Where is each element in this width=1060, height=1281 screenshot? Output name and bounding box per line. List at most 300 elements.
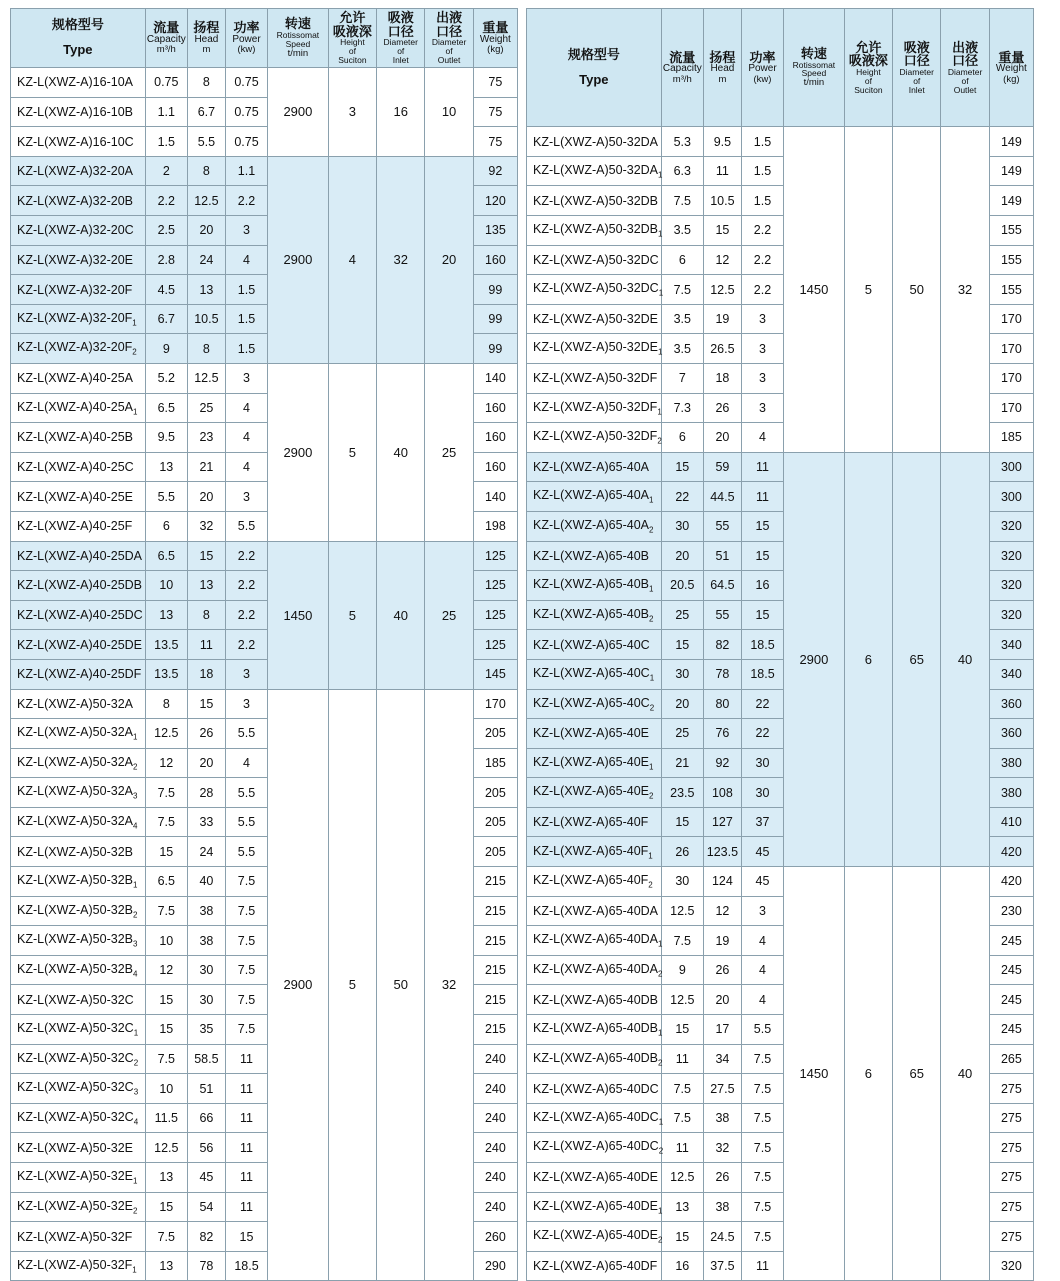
cell-capacity: 12.5 bbox=[145, 719, 187, 749]
header-type: 规格型号 Type bbox=[11, 9, 146, 68]
cell-weight: 245 bbox=[989, 955, 1033, 985]
cell-weight: 125 bbox=[473, 630, 517, 660]
cell-head: 19 bbox=[703, 304, 741, 334]
cell-head: 26 bbox=[703, 1163, 741, 1193]
cell-head: 54 bbox=[187, 1192, 225, 1222]
cell-capacity: 7.5 bbox=[661, 275, 703, 305]
cell-weight: 140 bbox=[473, 363, 517, 393]
cell-capacity: 4.5 bbox=[145, 275, 187, 305]
cell-head: 20 bbox=[187, 482, 225, 512]
cell-capacity: 7.5 bbox=[661, 186, 703, 216]
cell-weight: 230 bbox=[989, 896, 1033, 926]
cell-power: 2.2 bbox=[741, 216, 783, 246]
header-col-5: 吸液 口径 Diameter of Inlet bbox=[377, 9, 425, 68]
cell-head: 21 bbox=[187, 452, 225, 482]
header-col-6: 出液 口径 Diameter of Outlet bbox=[425, 9, 473, 68]
cell-weight: 320 bbox=[989, 541, 1033, 571]
cell-type: $KZ-L(XWZ-A)32-20F_1$ bbox=[11, 304, 146, 334]
cell-type: KZ-L(XWZ-A)16-10B bbox=[11, 97, 146, 127]
cell-capacity: 15 bbox=[661, 630, 703, 660]
cell-power: 18.5 bbox=[741, 630, 783, 660]
cell-capacity: 15 bbox=[145, 1015, 187, 1045]
cell-weight: 160 bbox=[473, 423, 517, 453]
cell-capacity: 7.5 bbox=[661, 1103, 703, 1133]
cell-head: 38 bbox=[187, 896, 225, 926]
cell-type: $KZ-L(XWZ-A)65-40E_2$ bbox=[527, 778, 662, 808]
header-type: 规格型号 Type bbox=[527, 9, 662, 127]
cell-capacity: 7.5 bbox=[145, 778, 187, 808]
cell-power: 11 bbox=[225, 1133, 267, 1163]
cell-power: 15 bbox=[741, 541, 783, 571]
cell-capacity: 13.5 bbox=[145, 659, 187, 689]
cell-head: 9.5 bbox=[703, 127, 741, 157]
cell-head: 38 bbox=[703, 1103, 741, 1133]
cell-type: KZ-L(XWZ-A)65-40DA bbox=[527, 896, 662, 926]
cell-capacity: 15 bbox=[661, 1222, 703, 1252]
cell-head: 30 bbox=[187, 985, 225, 1015]
cell-power: 2.2 bbox=[225, 600, 267, 630]
cell-head: 32 bbox=[703, 1133, 741, 1163]
cell-weight: 360 bbox=[989, 719, 1033, 749]
cell-power: 2.2 bbox=[741, 275, 783, 305]
cell-weight: 260 bbox=[473, 1222, 517, 1252]
cell-weight: 145 bbox=[473, 659, 517, 689]
cell-type: KZ-L(XWZ-A)65-40A bbox=[527, 452, 662, 482]
cell-power: 5.5 bbox=[225, 778, 267, 808]
header-col-4: 允许 吸液深 Height of Suciton bbox=[328, 9, 376, 68]
cell-capacity: 16 bbox=[661, 1251, 703, 1281]
cell-capacity: 6.5 bbox=[145, 541, 187, 571]
cell-head: 26 bbox=[703, 955, 741, 985]
cell-capacity: 1.5 bbox=[145, 127, 187, 157]
cell-type: KZ-L(XWZ-A)65-40DB bbox=[527, 985, 662, 1015]
cell-head: 10.5 bbox=[187, 304, 225, 334]
cell-capacity: 15 bbox=[145, 837, 187, 867]
table-row bbox=[527, 867, 1034, 897]
cell-capacity: 12 bbox=[145, 955, 187, 985]
cell-head: 12.5 bbox=[187, 186, 225, 216]
cell-type: $KZ-L(XWZ-A)50-32A_3$ bbox=[11, 778, 146, 808]
cell-capacity: 13 bbox=[145, 1163, 187, 1193]
cell-capacity: 11 bbox=[661, 1044, 703, 1074]
cell-capacity: 22 bbox=[661, 482, 703, 512]
cell-head: 20 bbox=[187, 748, 225, 778]
cell-power: 0.75 bbox=[225, 68, 267, 98]
cell-weight: 149 bbox=[989, 156, 1033, 186]
cell-weight: 160 bbox=[473, 393, 517, 423]
cell-weight: 215 bbox=[473, 1015, 517, 1045]
cell-power: 7.5 bbox=[741, 1044, 783, 1074]
cell-head: 78 bbox=[703, 659, 741, 689]
header-col-3: 转速 Rotissomat Speed t/min bbox=[268, 9, 329, 68]
cell-capacity: 11 bbox=[661, 1133, 703, 1163]
cell-weight: 380 bbox=[989, 748, 1033, 778]
cell-type: KZ-L(XWZ-A)65-40E bbox=[527, 719, 662, 749]
cell-weight: 99 bbox=[473, 334, 517, 364]
cell-weight: 205 bbox=[473, 837, 517, 867]
cell-head: 127 bbox=[703, 807, 741, 837]
cell-weight: 340 bbox=[989, 630, 1033, 660]
cell-power: 5.5 bbox=[225, 807, 267, 837]
cell-head: 20 bbox=[703, 423, 741, 453]
cell-head: 24.5 bbox=[703, 1222, 741, 1252]
table-row bbox=[11, 689, 518, 719]
cell-type: $KZ-L(XWZ-A)65-40F_1$ bbox=[527, 837, 662, 867]
cell-weight: 275 bbox=[989, 1222, 1033, 1252]
cell-head: 12.5 bbox=[187, 363, 225, 393]
cell-power: 30 bbox=[741, 748, 783, 778]
cell-weight: 205 bbox=[473, 719, 517, 749]
cell-power: 5.5 bbox=[741, 1015, 783, 1045]
cell-type: KZ-L(XWZ-A)50-32DE bbox=[527, 304, 662, 334]
cell-power: 3 bbox=[225, 482, 267, 512]
header-col-7: 重量 Weight (kg) bbox=[473, 9, 517, 68]
cell-type: KZ-L(XWZ-A)65-40B bbox=[527, 541, 662, 571]
cell-capacity: 13 bbox=[145, 1251, 187, 1281]
cell-head: 55 bbox=[703, 511, 741, 541]
cell-type: $KZ-L(XWZ-A)40-25A_1$ bbox=[11, 393, 146, 423]
cell-inlet: 40 bbox=[377, 541, 425, 689]
cell-capacity: 15 bbox=[145, 985, 187, 1015]
cell-weight: 125 bbox=[473, 571, 517, 601]
cell-capacity: 12.5 bbox=[145, 1133, 187, 1163]
cell-power: 11 bbox=[225, 1103, 267, 1133]
cell-type: KZ-L(XWZ-A)65-40DE bbox=[527, 1163, 662, 1193]
cell-type: KZ-L(XWZ-A)50-32DC bbox=[527, 245, 662, 275]
cell-head: 24 bbox=[187, 837, 225, 867]
cell-weight: 275 bbox=[989, 1133, 1033, 1163]
cell-head: 80 bbox=[703, 689, 741, 719]
cell-capacity: 15 bbox=[145, 1192, 187, 1222]
cell-outlet: 32 bbox=[425, 689, 473, 1281]
cell-head: 78 bbox=[187, 1251, 225, 1281]
cell-power: 7.5 bbox=[225, 955, 267, 985]
cell-head: 26 bbox=[187, 719, 225, 749]
table-row bbox=[11, 156, 518, 186]
cell-weight: 215 bbox=[473, 926, 517, 956]
cell-weight: 120 bbox=[473, 186, 517, 216]
cell-head: 18 bbox=[187, 659, 225, 689]
cell-power: 7.5 bbox=[225, 926, 267, 956]
cell-type: $KZ-L(XWZ-A)50-32C_2$ bbox=[11, 1044, 146, 1074]
cell-weight: 215 bbox=[473, 867, 517, 897]
header-col-1: 扬程 Head m bbox=[703, 9, 741, 127]
cell-head: 8 bbox=[187, 600, 225, 630]
cell-type: $KZ-L(XWZ-A)50-32DC_1$ bbox=[527, 275, 662, 305]
cell-capacity: 20.5 bbox=[661, 571, 703, 601]
cell-capacity: 6 bbox=[145, 511, 187, 541]
cell-power: 45 bbox=[741, 837, 783, 867]
cell-type: $KZ-L(XWZ-A)50-32A_1$ bbox=[11, 719, 146, 749]
cell-weight: 275 bbox=[989, 1074, 1033, 1104]
cell-suction-height: 6 bbox=[844, 452, 892, 866]
cell-capacity: 7.5 bbox=[145, 1044, 187, 1074]
cell-head: 64.5 bbox=[703, 571, 741, 601]
cell-inlet: 32 bbox=[377, 156, 425, 363]
cell-power: 1.5 bbox=[741, 156, 783, 186]
cell-type: $KZ-L(XWZ-A)65-40A_1$ bbox=[527, 482, 662, 512]
cell-capacity: 6.5 bbox=[145, 867, 187, 897]
cell-weight: 215 bbox=[473, 896, 517, 926]
cell-type: KZ-L(XWZ-A)40-25DF bbox=[11, 659, 146, 689]
table-header-row bbox=[11, 9, 518, 68]
cell-type: KZ-L(XWZ-A)40-25A bbox=[11, 363, 146, 393]
cell-head: 8 bbox=[187, 156, 225, 186]
cell-type: $KZ-L(XWZ-A)65-40C_1$ bbox=[527, 659, 662, 689]
table-row bbox=[527, 127, 1034, 157]
cell-power: 1.1 bbox=[225, 156, 267, 186]
cell-power: 15 bbox=[741, 511, 783, 541]
cell-head: 15 bbox=[187, 541, 225, 571]
cell-head: 8 bbox=[187, 334, 225, 364]
cell-type: KZ-L(XWZ-A)16-10C bbox=[11, 127, 146, 157]
cell-weight: 149 bbox=[989, 127, 1033, 157]
table-header-row bbox=[527, 9, 1034, 127]
cell-capacity: 12 bbox=[145, 748, 187, 778]
cell-power: 4 bbox=[225, 748, 267, 778]
cell-capacity: 6.3 bbox=[661, 156, 703, 186]
cell-type: $KZ-L(XWZ-A)65-40E_1$ bbox=[527, 748, 662, 778]
cell-head: 26.5 bbox=[703, 334, 741, 364]
cell-type: KZ-L(XWZ-A)65-40DC bbox=[527, 1074, 662, 1104]
cell-head: 26 bbox=[703, 393, 741, 423]
cell-type: $KZ-L(XWZ-A)65-40DE_1$ bbox=[527, 1192, 662, 1222]
cell-inlet: 65 bbox=[893, 452, 941, 866]
cell-suction-height: 5 bbox=[328, 541, 376, 689]
cell-head: 8 bbox=[187, 68, 225, 98]
cell-type: KZ-L(XWZ-A)32-20C bbox=[11, 216, 146, 246]
cell-head: 10.5 bbox=[703, 186, 741, 216]
cell-capacity: 13.5 bbox=[145, 630, 187, 660]
cell-type: $KZ-L(XWZ-A)50-32A_4$ bbox=[11, 807, 146, 837]
cell-weight: 99 bbox=[473, 304, 517, 334]
cell-weight: 340 bbox=[989, 659, 1033, 689]
cell-capacity: 21 bbox=[661, 748, 703, 778]
spec-table-left bbox=[10, 8, 518, 1281]
cell-power: 15 bbox=[225, 1222, 267, 1252]
cell-weight: 140 bbox=[473, 482, 517, 512]
cell-power: 4 bbox=[225, 245, 267, 275]
cell-head: 124 bbox=[703, 867, 741, 897]
cell-inlet: 16 bbox=[377, 68, 425, 157]
table-row bbox=[11, 68, 518, 98]
cell-power: 11 bbox=[741, 452, 783, 482]
cell-weight: 125 bbox=[473, 541, 517, 571]
header-col-0: 流量 Capacity m³/h bbox=[145, 9, 187, 68]
cell-suction-height: 5 bbox=[328, 689, 376, 1281]
cell-weight: 170 bbox=[989, 334, 1033, 364]
cell-suction-height: 5 bbox=[328, 363, 376, 541]
cell-weight: 275 bbox=[989, 1163, 1033, 1193]
cell-head: 37.5 bbox=[703, 1251, 741, 1281]
cell-type: KZ-L(XWZ-A)32-20F bbox=[11, 275, 146, 305]
cell-weight: 215 bbox=[473, 985, 517, 1015]
cell-weight: 125 bbox=[473, 600, 517, 630]
cell-capacity: 30 bbox=[661, 511, 703, 541]
cell-capacity: 6 bbox=[661, 423, 703, 453]
cell-weight: 240 bbox=[473, 1192, 517, 1222]
cell-capacity: 10 bbox=[145, 571, 187, 601]
cell-power: 15 bbox=[741, 600, 783, 630]
cell-head: 33 bbox=[187, 807, 225, 837]
cell-type: KZ-L(XWZ-A)50-32DA bbox=[527, 127, 662, 157]
cell-type: KZ-L(XWZ-A)40-25DA bbox=[11, 541, 146, 571]
cell-inlet: 50 bbox=[377, 689, 425, 1281]
cell-weight: 185 bbox=[989, 423, 1033, 453]
cell-power: 11 bbox=[225, 1074, 267, 1104]
cell-power: 3 bbox=[225, 659, 267, 689]
cell-power: 7.5 bbox=[225, 867, 267, 897]
cell-head: 13 bbox=[187, 275, 225, 305]
cell-head: 45 bbox=[187, 1163, 225, 1193]
cell-weight: 170 bbox=[989, 304, 1033, 334]
cell-power: 16 bbox=[741, 571, 783, 601]
cell-head: 51 bbox=[703, 541, 741, 571]
cell-weight: 198 bbox=[473, 511, 517, 541]
cell-power: 7.5 bbox=[741, 1103, 783, 1133]
cell-type: KZ-L(XWZ-A)40-25F bbox=[11, 511, 146, 541]
cell-weight: 420 bbox=[989, 837, 1033, 867]
cell-weight: 160 bbox=[473, 245, 517, 275]
cell-type: KZ-L(XWZ-A)65-40F bbox=[527, 807, 662, 837]
cell-head: 44.5 bbox=[703, 482, 741, 512]
header-col-7: 重量 Weight (kg) bbox=[989, 9, 1033, 127]
cell-head: 17 bbox=[703, 1015, 741, 1045]
cell-weight: 185 bbox=[473, 748, 517, 778]
cell-weight: 75 bbox=[473, 68, 517, 98]
cell-capacity: 13 bbox=[145, 452, 187, 482]
cell-head: 34 bbox=[703, 1044, 741, 1074]
cell-weight: 380 bbox=[989, 778, 1033, 808]
cell-outlet: 40 bbox=[941, 867, 989, 1281]
cell-capacity: 1.1 bbox=[145, 97, 187, 127]
cell-capacity: 30 bbox=[661, 867, 703, 897]
cell-capacity: 3.5 bbox=[661, 304, 703, 334]
cell-capacity: 20 bbox=[661, 689, 703, 719]
cell-type: KZ-L(XWZ-A)50-32E bbox=[11, 1133, 146, 1163]
cell-head: 108 bbox=[703, 778, 741, 808]
cell-capacity: 30 bbox=[661, 659, 703, 689]
cell-capacity: 9.5 bbox=[145, 423, 187, 453]
cell-weight: 205 bbox=[473, 807, 517, 837]
cell-weight: 240 bbox=[473, 1044, 517, 1074]
cell-type: $KZ-L(XWZ-A)50-32B_3$ bbox=[11, 926, 146, 956]
cell-head: 13 bbox=[187, 571, 225, 601]
cell-power: 3 bbox=[741, 393, 783, 423]
cell-power: 2.2 bbox=[225, 571, 267, 601]
cell-type: $KZ-L(XWZ-A)65-40DA_1$ bbox=[527, 926, 662, 956]
cell-power: 3 bbox=[741, 334, 783, 364]
cell-power: 30 bbox=[741, 778, 783, 808]
cell-power: 7.5 bbox=[225, 1015, 267, 1045]
cell-type: $KZ-L(XWZ-A)50-32B_2$ bbox=[11, 896, 146, 926]
cell-type: KZ-L(XWZ-A)50-32DB bbox=[527, 186, 662, 216]
cell-weight: 149 bbox=[989, 186, 1033, 216]
cell-head: 28 bbox=[187, 778, 225, 808]
cell-weight: 240 bbox=[473, 1074, 517, 1104]
cell-head: 11 bbox=[703, 156, 741, 186]
cell-suction-height: 6 bbox=[844, 867, 892, 1281]
cell-outlet: 10 bbox=[425, 68, 473, 157]
cell-speed: 2900 bbox=[268, 689, 329, 1281]
cell-head: 58.5 bbox=[187, 1044, 225, 1074]
table-row bbox=[11, 363, 518, 393]
header-col-2: 功率 Power (kw) bbox=[225, 9, 267, 68]
cell-outlet: 25 bbox=[425, 541, 473, 689]
cell-capacity: 2.8 bbox=[145, 245, 187, 275]
cell-head: 19 bbox=[703, 926, 741, 956]
cell-power: 45 bbox=[741, 867, 783, 897]
cell-power: 4 bbox=[741, 926, 783, 956]
cell-type: KZ-L(XWZ-A)50-32B bbox=[11, 837, 146, 867]
cell-capacity: 10 bbox=[145, 926, 187, 956]
cell-type: $KZ-L(XWZ-A)50-32DF_2$ bbox=[527, 423, 662, 453]
cell-power: 3 bbox=[225, 363, 267, 393]
cell-weight: 170 bbox=[989, 363, 1033, 393]
cell-power: 0.75 bbox=[225, 97, 267, 127]
cell-power: 7.5 bbox=[741, 1074, 783, 1104]
cell-power: 3 bbox=[741, 304, 783, 334]
header-col-1: 扬程 Head m bbox=[187, 9, 225, 68]
cell-type: KZ-L(XWZ-A)16-10A bbox=[11, 68, 146, 98]
cell-head: 5.5 bbox=[187, 127, 225, 157]
cell-suction-height: 5 bbox=[844, 127, 892, 453]
cell-weight: 170 bbox=[473, 689, 517, 719]
cell-weight: 215 bbox=[473, 955, 517, 985]
cell-head: 56 bbox=[187, 1133, 225, 1163]
cell-power: 7.5 bbox=[225, 896, 267, 926]
cell-type: KZ-L(XWZ-A)50-32F bbox=[11, 1222, 146, 1252]
cell-head: 66 bbox=[187, 1103, 225, 1133]
cell-power: 2.2 bbox=[225, 541, 267, 571]
cell-power: 7.5 bbox=[741, 1222, 783, 1252]
cell-capacity: 9 bbox=[661, 955, 703, 985]
cell-power: 11 bbox=[225, 1192, 267, 1222]
cell-weight: 300 bbox=[989, 452, 1033, 482]
cell-head: 11 bbox=[187, 630, 225, 660]
cell-speed: 1450 bbox=[268, 541, 329, 689]
cell-power: 11 bbox=[225, 1163, 267, 1193]
cell-weight: 410 bbox=[989, 807, 1033, 837]
cell-weight: 135 bbox=[473, 216, 517, 246]
cell-capacity: 26 bbox=[661, 837, 703, 867]
cell-power: 3 bbox=[741, 363, 783, 393]
cell-outlet: 32 bbox=[941, 127, 989, 453]
cell-power: 4 bbox=[741, 955, 783, 985]
cell-type: KZ-L(XWZ-A)40-25B bbox=[11, 423, 146, 453]
cell-weight: 160 bbox=[473, 452, 517, 482]
cell-weight: 300 bbox=[989, 482, 1033, 512]
cell-capacity: 11.5 bbox=[145, 1103, 187, 1133]
cell-weight: 290 bbox=[473, 1251, 517, 1281]
cell-type: $KZ-L(XWZ-A)65-40DB_1$ bbox=[527, 1015, 662, 1045]
cell-power: 2.2 bbox=[741, 245, 783, 275]
cell-head: 20 bbox=[187, 216, 225, 246]
cell-weight: 240 bbox=[473, 1133, 517, 1163]
cell-type: $KZ-L(XWZ-A)65-40B_2$ bbox=[527, 600, 662, 630]
cell-suction-height: 3 bbox=[328, 68, 376, 157]
cell-head: 123.5 bbox=[703, 837, 741, 867]
cell-type: $KZ-L(XWZ-A)50-32C_4$ bbox=[11, 1103, 146, 1133]
cell-weight: 360 bbox=[989, 689, 1033, 719]
cell-head: 82 bbox=[703, 630, 741, 660]
header-col-4: 允许 吸液深 Height of Suciton bbox=[844, 9, 892, 127]
cell-type: $KZ-L(XWZ-A)50-32E_1$ bbox=[11, 1163, 146, 1193]
cell-weight: 265 bbox=[989, 1044, 1033, 1074]
cell-inlet: 65 bbox=[893, 867, 941, 1281]
cell-head: 27.5 bbox=[703, 1074, 741, 1104]
cell-capacity: 7.5 bbox=[661, 1074, 703, 1104]
